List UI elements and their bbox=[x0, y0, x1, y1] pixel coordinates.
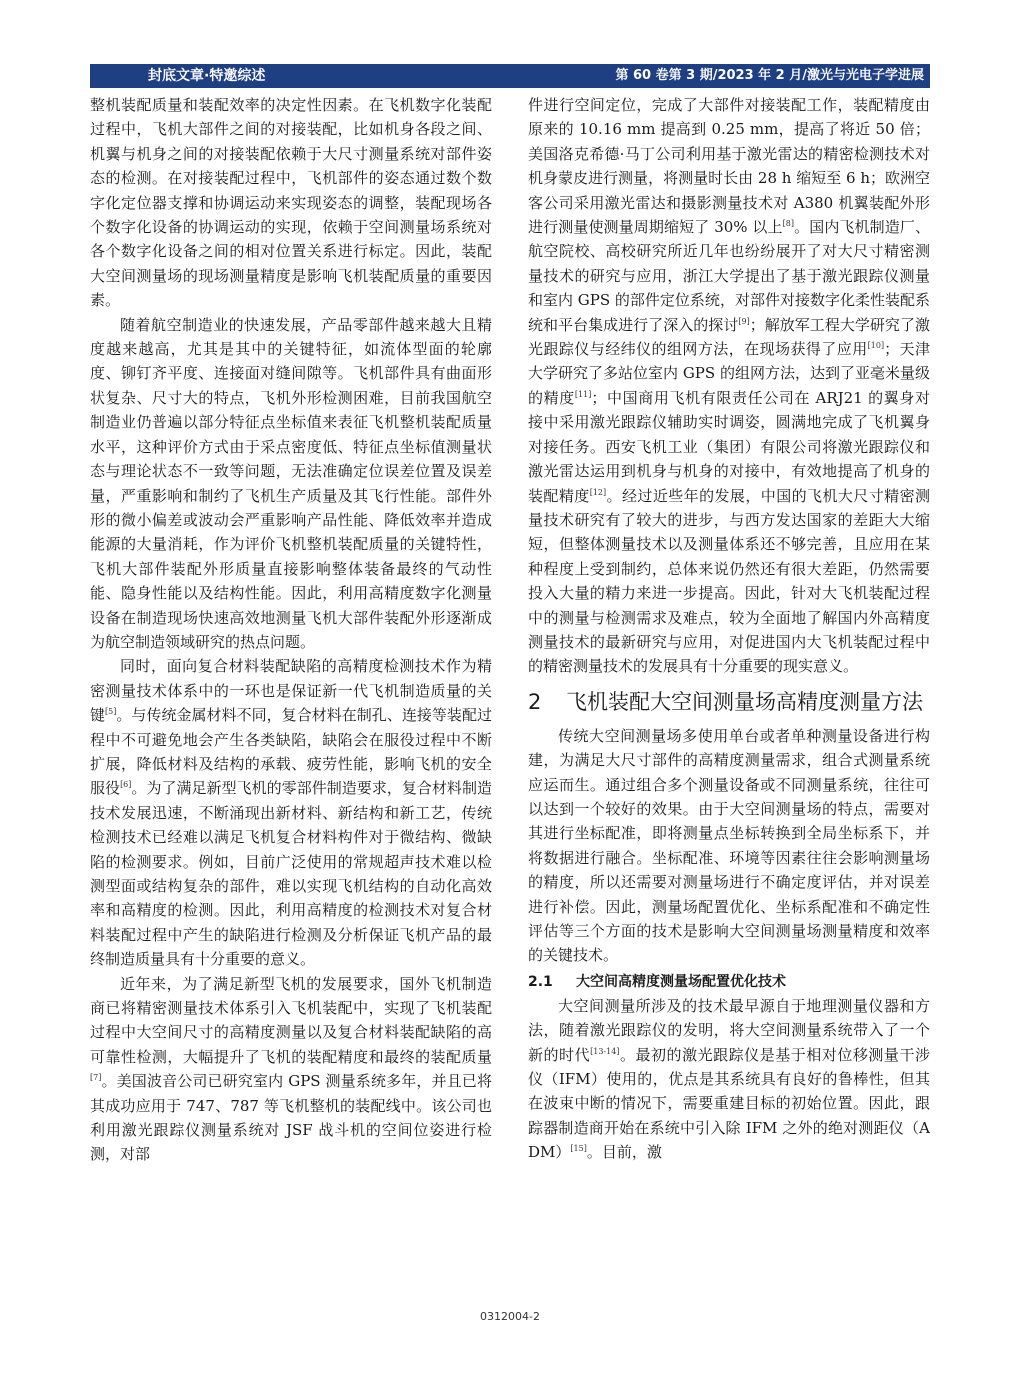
citation-ref[interactable]: [5] bbox=[105, 707, 117, 717]
text-run: 大空间测量所涉及的技术最早源自于地理测量仪器和方法，随着激光跟踪仪的发明，将大空间测量系统带入了一个新的时代 bbox=[528, 996, 930, 1064]
section-number: 2 bbox=[528, 689, 542, 714]
text-run: ；天津大学研究了多站位室内 GPS 的组网方法，达到了亚毫米量级的精度 bbox=[528, 340, 930, 407]
paragraph: 随着航空制造业的快速发展，产品零部件越来越大且精度越来越高，尤其是其中的关键特征，如流体型面的轮廓度、铆钉齐平度、连接面对缝间隙等。飞机部件具有曲面形状复杂、尺寸大的特点，飞机外形检测困难，目前我国航空制造业仍普遍以部分特征点坐标值来表征飞机整机装配质量水平，这种评价方式由于采点密度低、特征点坐标值测量状态与理论状态不一致等问题，无法准确定位误差位置及误差量，严重影响和制约了飞机生产质量及其飞行性能。部件外形的微小偏差或波动会严重影响产品性能、降低效率并造成能源的大量消耗，作为评价飞机整机装配质量的关键特性，飞机大部件装配外形质量直接影响整体装备最终的气动性能、隐身性能以及结构性能。因此，利用高精度数字化测量设备在制造现场快速高效地测量飞机大部件装配外形逐渐成为航空制造领域研究的热点问题。 bbox=[90, 315, 492, 651]
subsection-heading bbox=[528, 970, 930, 994]
paragraph: 整机装配质量和装配效率的决定性因素。在飞机数字化装配过程中，飞机大部件之间的对接装配，比如机身各段之间、机翼与机身之间的对接装配依赖于大尺寸测量系统对部件姿态的检测。在对接装配过程中，飞机部件的姿态通过数个数字化定位器支撑和协调运动来实现姿态的调整，装配现场各个数字化设备的协调运动的实现，依赖于空间测量场系统对各个数字化设备之间的相对位置关系进行标定。因此，装配大空间测量场的现场测量精度是影响飞机装配质量的重要因素。 bbox=[90, 96, 492, 310]
citation-ref[interactable]: [6] bbox=[120, 780, 132, 790]
text-run: 。最初的激光跟踪仪是基于相对位移测量干涉仪（IFM）使用的，优点是其系统具有良好的鲁棒性，但其在波束中断的情况下，需要重建目标的初始位置。因此，跟踪器制造商开始在系统中引入除 IFM 之外的绝对测距仪（ADM） bbox=[528, 1045, 930, 1162]
text-run: 近年来，为了满足新型飞机的发展要求，国外飞机制造商已将精密测量技术体系引入飞机装配中，实现了飞机装配过程中大空间尺寸的高精度测量以及复合材料装配缺陷的高可靠性检测，大幅提升了飞机的装配精度和最终的装配质量 bbox=[90, 974, 492, 1066]
citation-ref[interactable]: [8] bbox=[782, 219, 794, 229]
citation-ref[interactable]: [10] bbox=[867, 341, 885, 351]
right-column bbox=[528, 93, 930, 1165]
citation-ref[interactable]: [7] bbox=[90, 1073, 102, 1083]
text-run: 。目前，激 bbox=[586, 1143, 662, 1162]
paragraph bbox=[528, 93, 930, 679]
journal-issue-info: 第 60 卷第 3 期/2023 年 2 月/激光与光电子学进展 bbox=[615, 68, 924, 83]
citation-ref[interactable]: [13-14] bbox=[590, 1046, 620, 1056]
citation-ref[interactable]: [12] bbox=[589, 487, 607, 497]
subsection-title: 大空间高精度测量场配置优化技术 bbox=[576, 973, 786, 990]
section-title: 飞机装配大空间测量场高精度测量方法 bbox=[566, 689, 923, 714]
text-run: 。经过近些年的发展，中国的飞机大尺寸精密测量技术研究有了较大的进步，与西方发达国家的差距大大缩短，但整体测量技术以及测量体系还不够完善，且应用在某种程度上受到制约，总体来说仍然还有很大差距，仍然需要投入大量的精力来进一步提高。因此，针对大飞机装配过程中的测量与检测需求及难点，较为全面地了解国内外高精度测量技术的最新研究与应用，对促进国内大飞机装配过程中的精密测量技术的发展具有十分重要的现实意义。 bbox=[528, 486, 930, 676]
page-number: 0312004-2 bbox=[480, 1310, 540, 1323]
text-run: 。国内飞机制造厂、航空院校、高校研究所近几年也纷纷展开了对大尺寸精密测量技术的研究与应用，浙江大学提出了基于激光跟踪仪测量和室内 GPS 的部件定位系统，对部件对接数字化柔性装配系统和平台集成进行了深入的探讨 bbox=[528, 218, 930, 334]
left-column bbox=[90, 93, 492, 1167]
text-run: 。美国波音公司已研究室内 GPS 测量系统多年，并且已将其成功应用于 747、787 等飞机整机的装配线中。该公司也利用激光跟踪仪测量系统对 JSF 战斗机的空间位姿进行检测，对部 bbox=[90, 1072, 492, 1164]
text-run: ；中国商用飞机有限责任公司在 ARJ21 的翼身对接中采用激光跟踪仪辅助实时调姿，圆满地完成了飞机翼身对接任务。西安飞机工业（集团）有限公司将激光跟踪仪和激光雷达运用到机身与机身的对接中，有效地提高了机身的装配精度 bbox=[528, 388, 930, 505]
text-run: ；解放军工程大学研究了激光跟踪仪与经纬仪的组网方法，在现场获得了应用 bbox=[528, 315, 930, 359]
citation-ref[interactable]: [9] bbox=[738, 316, 750, 326]
paragraph bbox=[528, 994, 930, 1165]
text-run: 同时，面向复合材料装配缺陷的高精度检测技术作为精密测量技术体系中的一环也是保证新一代飞机制造质量的关键 bbox=[90, 657, 492, 725]
subsection-number: 2.1 bbox=[528, 973, 553, 990]
text-run: 。为了满足新型飞机的零部件制造要求，复合材料制造技术发展迅速，不断涌现出新材料、新结构和新工艺，传统检测技术已经难以满足飞机复合材料构件对于微结构、微缺陷的检测要求。例如，目前广泛使用的常规超声技术难以检测型面或结构复杂的部件，难以实现飞机结构的自动化高效率和高精度的检测。因此，利用高精度的检测技术对复合材料装配过程中产生的缺陷进行检测及分析保证飞机产品的最终制造质量具有十分重要的意义。 bbox=[90, 779, 492, 969]
text-run: 件进行空间定位，完成了大部件对接装配工作，装配精度由原来的 10.16 mm 提高到 0.25 mm，提高了将近 50 倍；美国洛克希德·马丁公司利用基于激光雷达的精密检测技术对机身蒙皮进行测量，将测量时长由 28 h 缩短至 6 h；欧洲空客公司采用激光雷达和摄影测量技术对 A380 机翼装配外形进行测量使测量周期缩短了 30% 以上 bbox=[528, 96, 930, 237]
text-run: 。与传统金属材料不同，复合材料在制孔、连接等装配过程中不可避免地会产生各类缺陷，缺陷会在服役过程中不断扩展，降低材料及结构的承载、疲劳性能，影响飞机的安全服役 bbox=[90, 706, 492, 798]
citation-ref[interactable]: [15] bbox=[570, 1144, 587, 1154]
section-heading bbox=[528, 687, 930, 718]
paragraph: 传统大空间测量场多使用单台或者单种测量设备进行构建，为满足大尺寸部件的高精度测量需求，组合式测量系统应运而生。通过组合多个测量设备或不同测量系统，往往可以达到一个较好的效果。由于大空间测量场的特点，需要对其进行坐标配准，即将测量点坐标转换到全局坐标系下，并将数据进行融合。坐标配准、环境等因素往往会影响测量场的精度，所以还需要对测量场进行不确定度评估，并对误差进行补偿。因此，测量场配置优化、坐标系配准和不确定性评估等三个方面的技术是影响大空间测量场测量精度和效率的关键技术。 bbox=[528, 726, 930, 965]
journal-header-bar bbox=[90, 64, 930, 88]
citation-ref[interactable]: [11] bbox=[574, 389, 592, 399]
paragraph bbox=[90, 654, 492, 971]
paragraph bbox=[90, 972, 492, 1167]
article-category: 封底文章·特邀综述 bbox=[148, 68, 266, 84]
